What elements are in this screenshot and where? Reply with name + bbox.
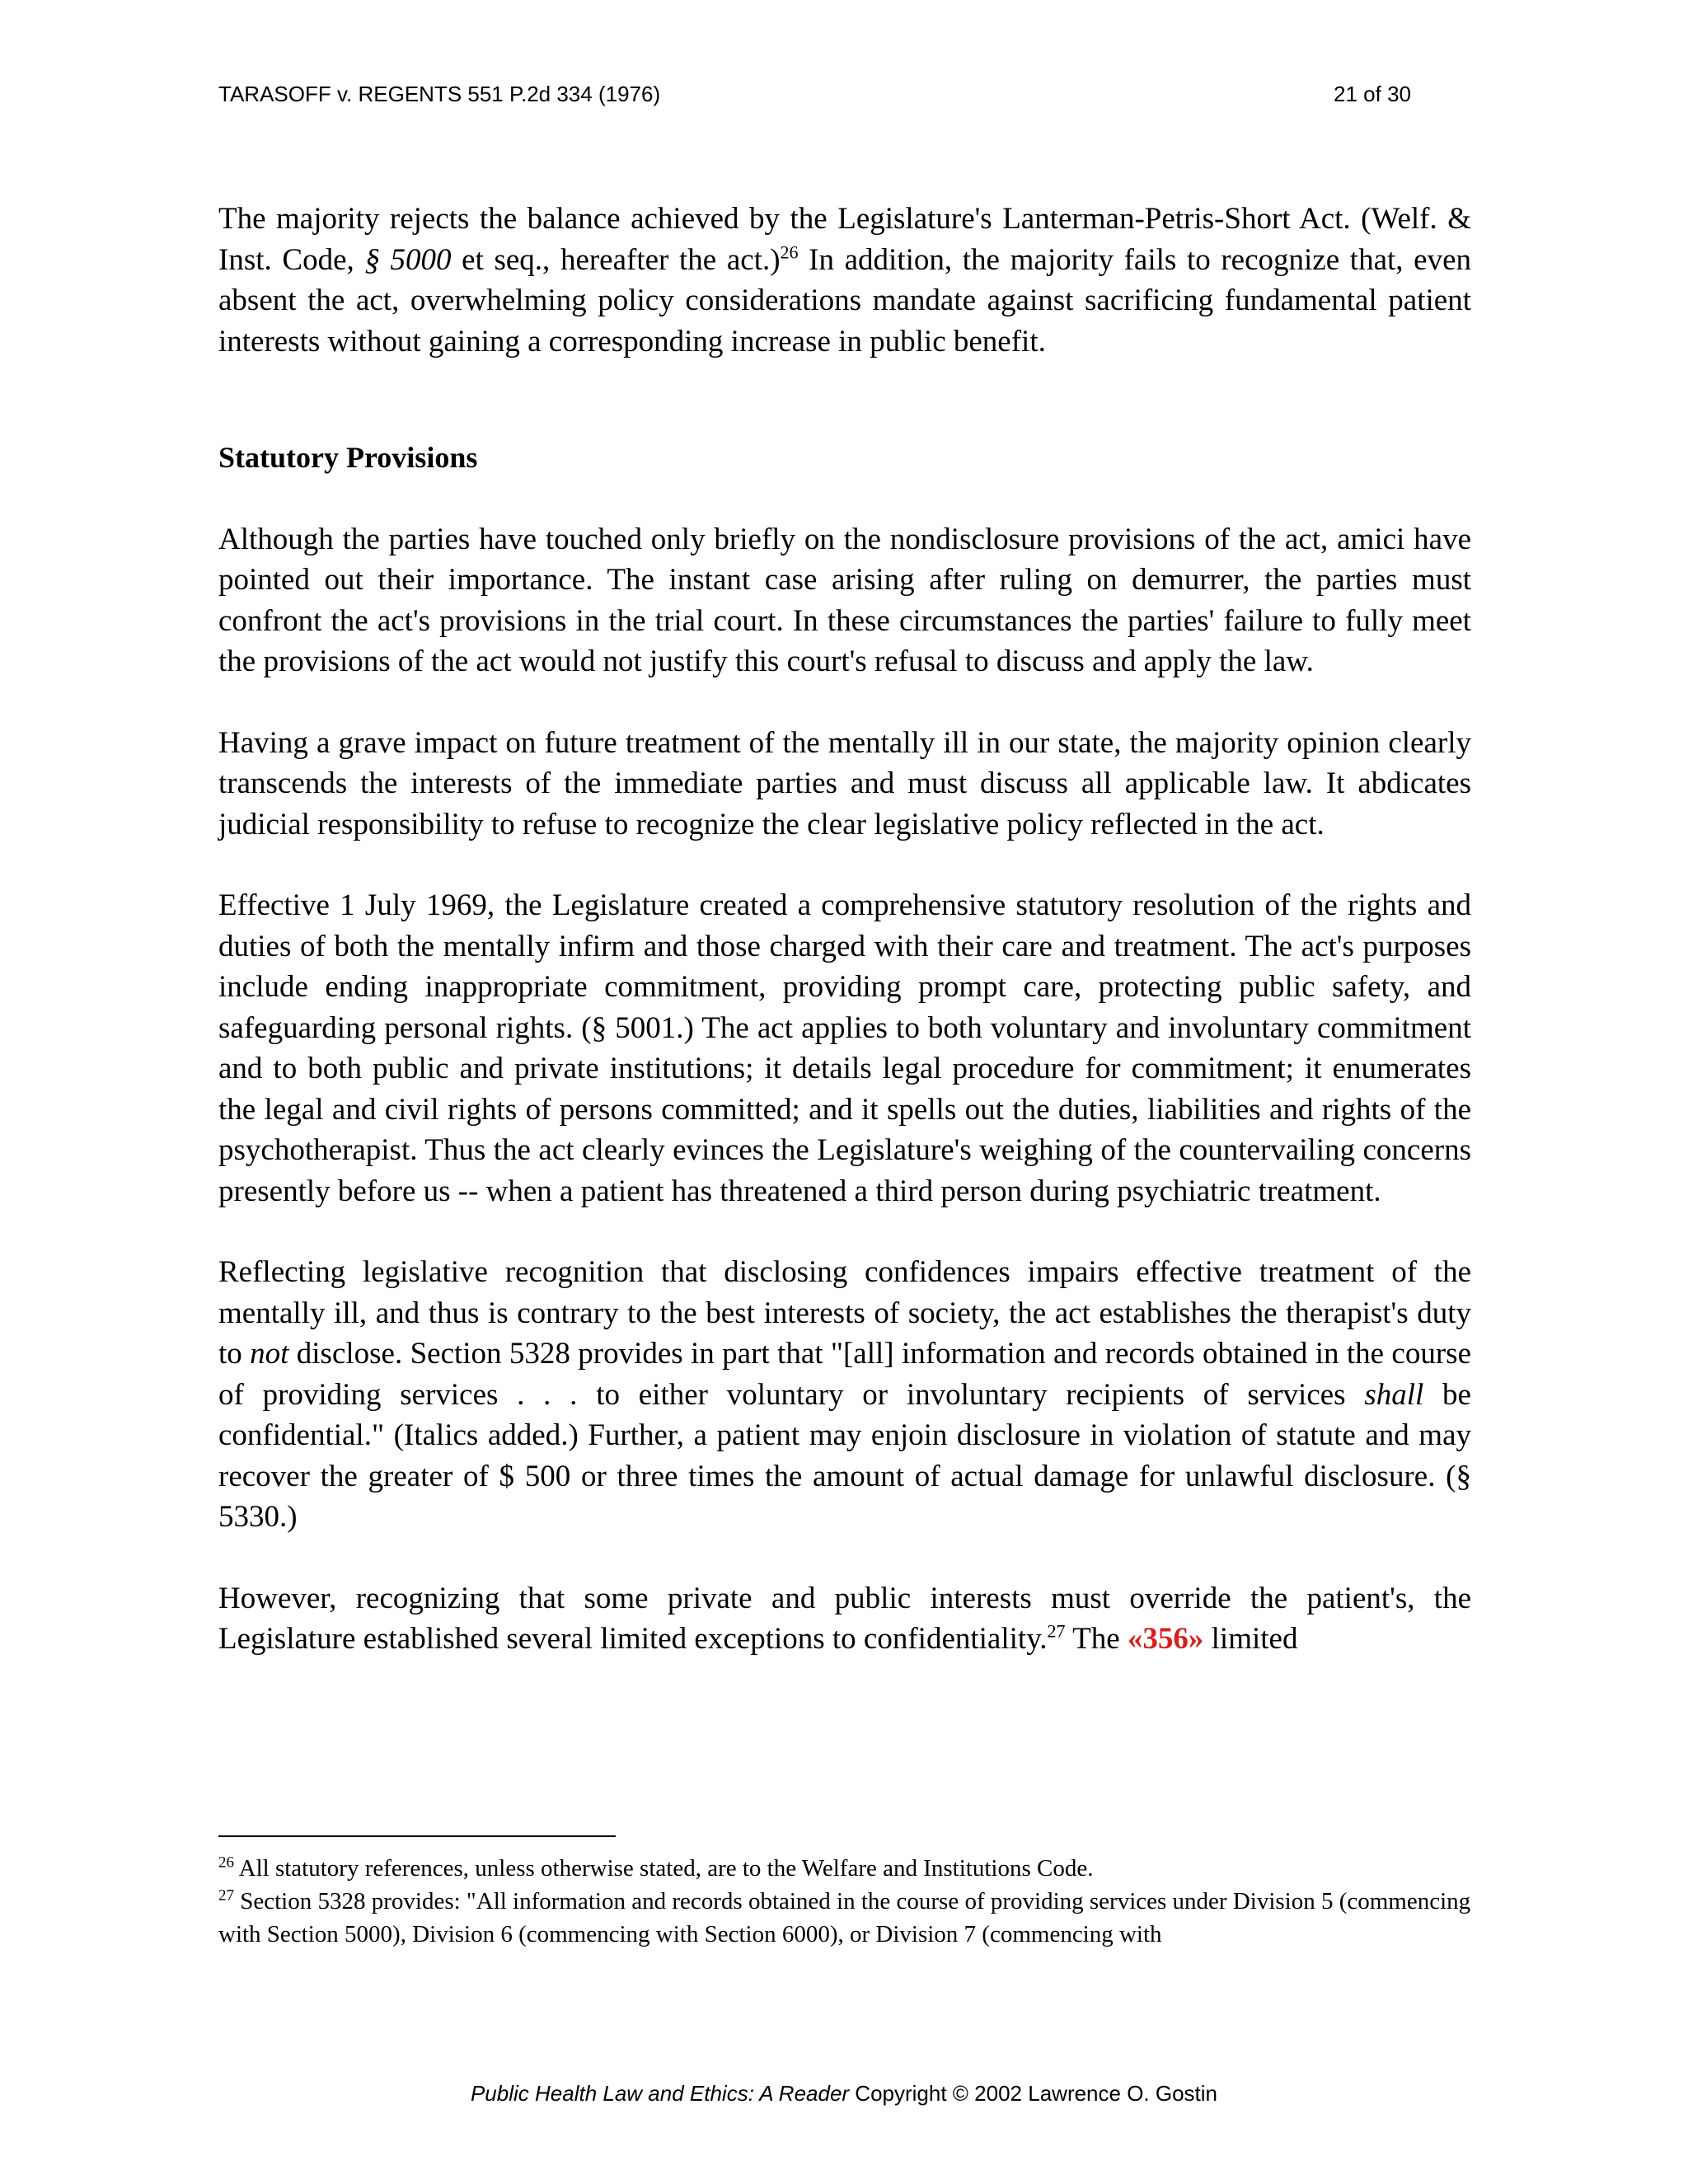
section-5000-reference: § 5000 — [364, 242, 452, 277]
paragraph-5: Reflecting legislative recognition that disclosing confidences impairs effective treatment of the mentally ill, and thus is contrary to the best interests of society, the act establishes the therapist's duty to not disclose. Section 5328 provides in part that "[all] information and records obtained in the course of providing services . . . to either voluntary or involuntary recipients of services shall be confidential." (Italics added.) Further, a patient may enjoin disclosure in violation of statute and may recover the greater of $ 500 or three times the amount of actual damage for unlawful disclosure. (§ 5330.) — [218, 1255, 1471, 1534]
document-body — [218, 199, 1471, 1660]
book-title: Public Health Law and Ethics: A Reader — [470, 2081, 850, 2106]
footnote-separator — [218, 1835, 616, 1837]
footnote-ref-26[interactable]: 26 — [780, 241, 799, 263]
footnote-ref-27[interactable]: 27 — [1047, 1620, 1066, 1642]
footnote-number: 27 — [218, 1886, 234, 1905]
page-number: 21 of 30 — [1334, 82, 1411, 106]
footnote-number: 26 — [218, 1854, 234, 1872]
footnote-26: $^{26}$ All statutory references, unless otherwise stated, are to the Welfare and Institutions Code. — [218, 1854, 1094, 1882]
emphasis-shall: shall — [1364, 1377, 1424, 1412]
running-header — [218, 77, 1411, 110]
original-page-marker: «356» — [1127, 1622, 1204, 1656]
running-footer — [0, 2077, 1688, 2110]
paragraph-2: Although the parties have touched only briefly on the nondisclosure provisions of the act, amici have pointed out their importance. The instant case arising after ruling on demurrer, the parties must confront the act's provisions in the trial court. In these circumstances the parties' failure to fully meet the provisions of the act would not justify this court's refusal to discuss and apply the law. — [218, 522, 1471, 678]
paragraph-4: Effective 1 July 1969, the Legislature created a comprehensive statutory resolution of the rights and duties of both the mentally infirm and those charged with their care and treatment. The act's purposes include ending inappropriate commitment, providing prompt care, protecting public safety, and safeguarding personal rights. (§ 5001.) The act applies to both voluntary and involuntary commitment and to both public and private institutions; it details legal procedure for commitment; it enumerates the legal and civil rights of persons committed; and it spells out the duties, liabilities and rights of the psychotherapist. Thus the act clearly evinces the Legislature's weighing of the countervailing concerns presently before us -- when a patient has threatened a third person during psychiatric treatment. — [218, 888, 1471, 1208]
emphasis-not: not — [250, 1337, 289, 1371]
paragraph-6: However, recognizing that some private and public interests must override the patient's, the Legislature established several limited exceptions to confidentiality.$^{27}$ The «356» limited — [218, 1581, 1471, 1656]
footnote-27: $^{27}$ Section 5328 provides: "All information and records obtained in the course of providing services under Division 5 (commencing with Section 5000), Division 6 (commencing with Section 6000), or Division 7 (commencing with — [218, 1886, 1471, 1947]
section-heading: Statutory Provisions — [218, 441, 478, 474]
paragraph-3: Having a grave impact on future treatment of the mentally ill in our state, the majority opinion clearly transcends the interests of the immediate parties and must discuss all applicable law. It abdicates judicial responsibility to refuse to recognize the clear legislative policy reflected in the act. — [218, 725, 1471, 841]
copyright-notice: Copyright © 2002 Lawrence O. Gostin — [849, 2081, 1218, 2106]
paragraph-1: The majority rejects the balance achieved by the Legislature's Lanterman-Petris-Short Act. (Welf. & Inst. Code, § 5000 et seq., hereafter the act.)$^{26}$ In addition, the majority fails to recognize that, even absent the act, overwhelming policy considerations mandate against sacrificing fundamental patient interests without gaining a corresponding increase in public benefit. — [218, 202, 1472, 359]
footnotes — [218, 1852, 1471, 1951]
case-citation-header: TARASOFF v. REGENTS 551 P.2d 334 (1976) — [218, 82, 661, 106]
